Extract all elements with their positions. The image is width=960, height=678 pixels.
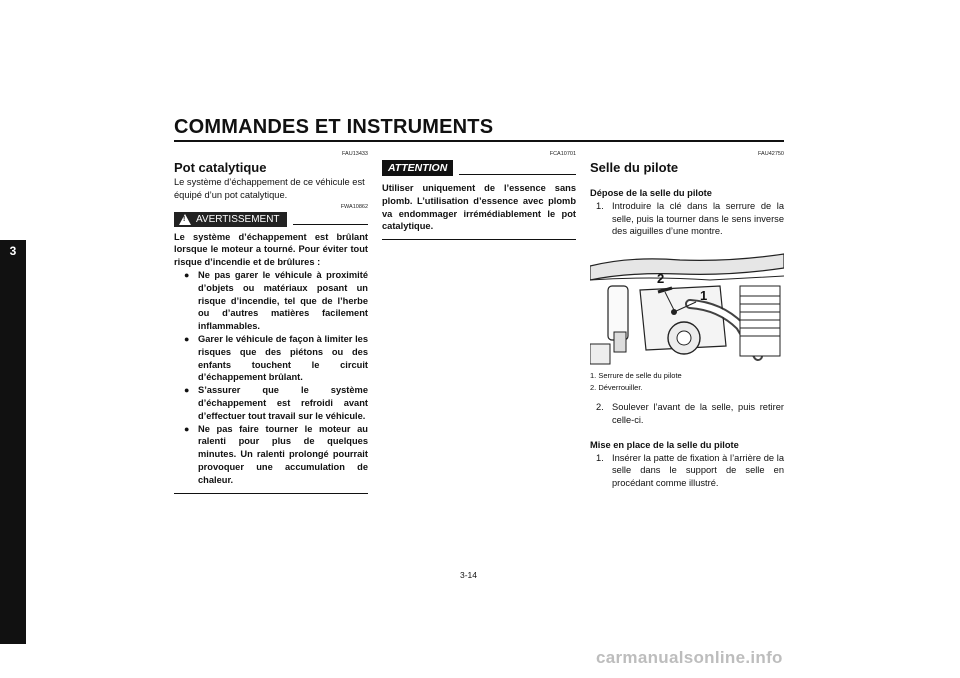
list-item [184, 333, 368, 384]
figure-caption-2: 2. Déverrouiller. [590, 382, 643, 392]
list-item [590, 200, 784, 238]
install-heading: Mise en place de la selle du pilote [590, 439, 739, 450]
warning-code: FWA10862 [340, 203, 368, 210]
warning-end-rule [174, 493, 368, 494]
step-text: Insérer la patte de fixation à l’arrière de la selle dans le support de selle en procédant comme illustré. [612, 452, 784, 489]
chapter-tab [0, 240, 26, 644]
warning-header-rule [293, 224, 368, 225]
column-seat [590, 151, 784, 490]
page-number: 3-14 [460, 570, 478, 580]
step-number: 2. [596, 402, 604, 413]
bullet-icon: ● [184, 269, 190, 280]
attention-end-rule [382, 239, 576, 240]
callout-label-2: 2 [657, 271, 665, 287]
watermark: carmanualsonline.info [596, 648, 783, 667]
intro-paragraph: Le système d’échappement de ce véhicule est équipé d’un pot catalytique. [174, 177, 365, 200]
title-rule [174, 140, 784, 142]
attention-header [382, 160, 576, 176]
bullet-text: Ne pas faire tourner le moteur au ralenti pour plus de quelques minutes. Un ralenti prolongé pourrait provoquer une accumulation de chaleur. [198, 423, 368, 485]
bullet-text: Ne pas garer le véhicule à proximité d’objets ou matériaux posant un risque d’incendie, tel que de l’herbe ou d’autres matières facilement inflammables. [198, 269, 368, 332]
bullet-text: S’assurer que le système d’échappement est refroidi avant d’effectuer tout travail sur le véhicule. [198, 385, 368, 421]
warning-intro: Le système d’échappement est brûlant lorsque le moteur a tourné. Pour éviter tout risque d’incendie et de brûlures : [174, 231, 368, 268]
step-number: 1. [596, 452, 604, 463]
section-code: FAU13433 [342, 151, 368, 157]
warning-label: AVERTISSEMENT [196, 213, 280, 225]
attention-text: Utiliser uniquement de l’essence sans plomb. L’utilisation d’essence avec plomb va endommager irrémédiablement le pot catalytique. [382, 183, 576, 232]
removal-heading: Dépose de la selle du pilote [590, 188, 712, 198]
list-item [184, 423, 368, 487]
column-attention [382, 151, 576, 240]
list-item [184, 384, 368, 422]
chapter-number: 3 [9, 244, 17, 258]
bullet-icon: ● [184, 333, 190, 344]
list-item [184, 269, 368, 333]
section-heading-seat: Selle du pilote [590, 160, 679, 175]
bullet-icon: ● [184, 423, 190, 434]
warning-bullets [174, 269, 368, 487]
bullet-icon: ● [184, 385, 190, 396]
motorcycle-seat-illustration [590, 246, 784, 368]
bullet-text: Garer le véhicule de façon à limiter les risques que des piétons ou des enfants touchent le circuit d’échappement brûlant. [198, 333, 368, 383]
callout-label-1: 1 [700, 288, 708, 304]
warning-header [174, 212, 368, 227]
figure-caption-1: 1. Serrure de selle du pilote [590, 371, 682, 381]
warning-badge [174, 212, 287, 227]
warning-icon: ! [179, 214, 191, 225]
attention-badge: ATTENTION [382, 160, 453, 176]
column-catalytic [174, 151, 368, 494]
step-number: 1. [596, 200, 604, 211]
list-item [590, 452, 784, 490]
section-heading-catalytic: Pot catalytique [174, 160, 267, 175]
step-text: Soulever l’avant de la selle, puis retirer celle-ci. [612, 402, 784, 425]
section-code: FCA10701 [549, 151, 576, 157]
seat-lock-figure [590, 246, 784, 368]
section-code: FAU42750 [758, 151, 784, 157]
step-text: Introduire la clé dans la serrure de la selle, puis la tourner dans le sens inverse des aiguilles d’une montre. [612, 200, 784, 237]
attention-header-rule [459, 174, 576, 175]
page-title: COMMANDES ET INSTRUMENTS [174, 116, 494, 138]
list-item [590, 401, 784, 427]
